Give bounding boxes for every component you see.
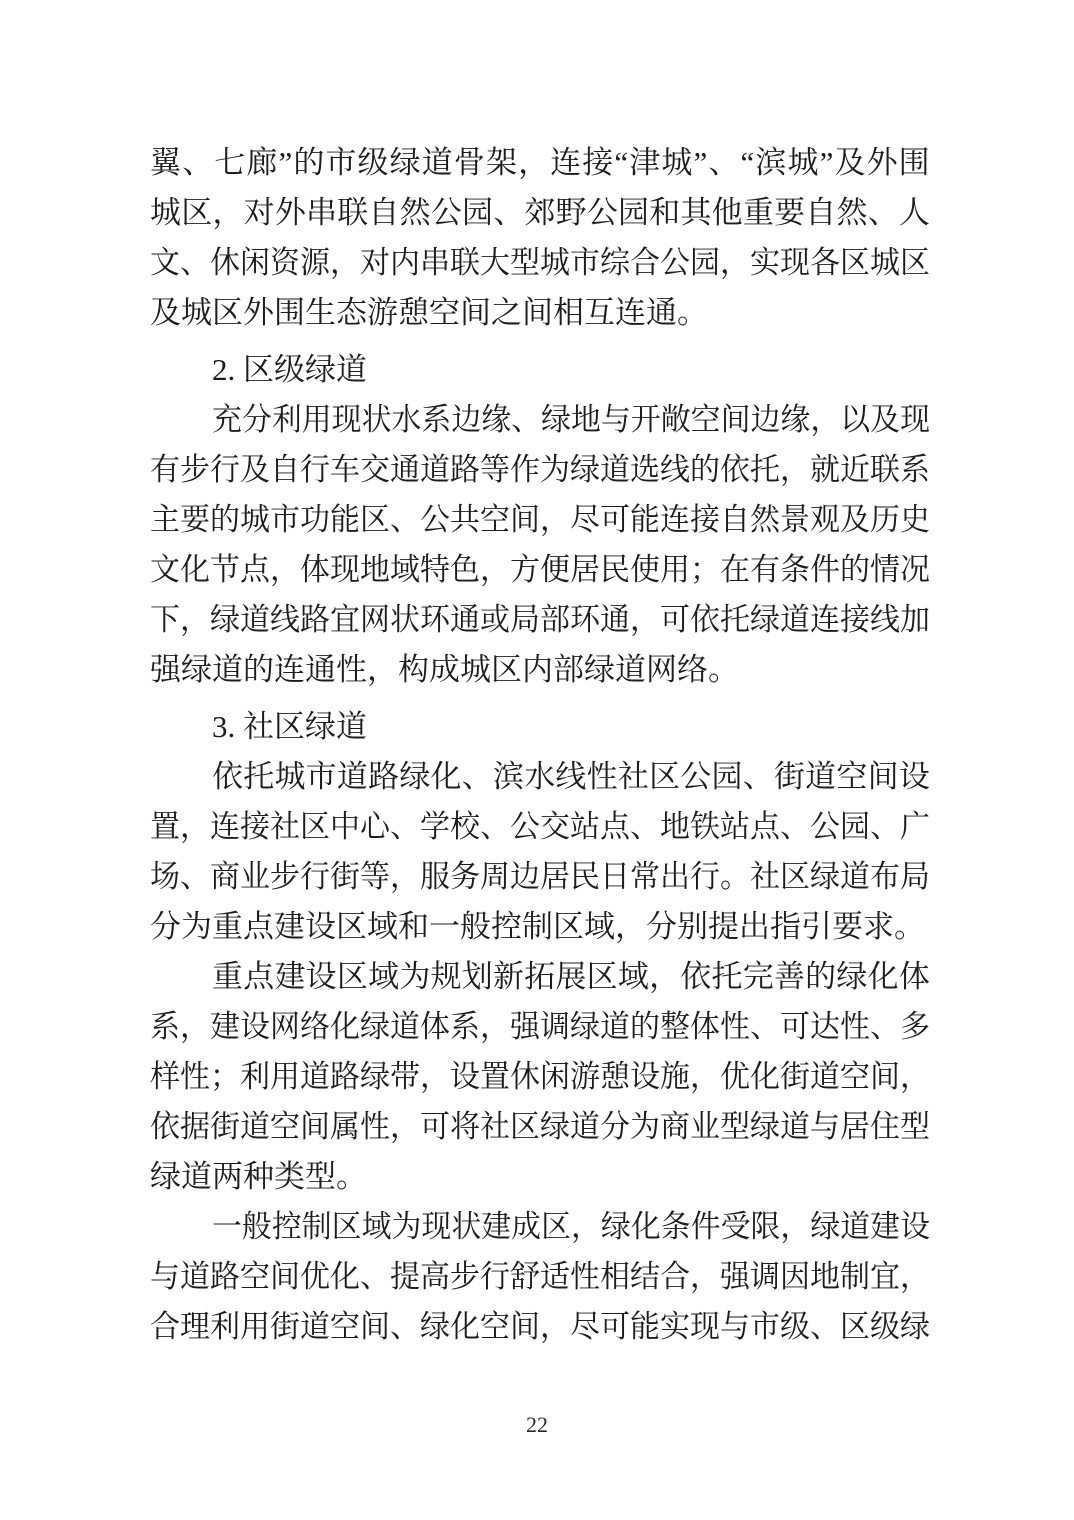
page-number: 22: [526, 1412, 548, 1437]
text-line: 依 托 城 市 道 路 绿 化 、 滨 水 线 性 社 区 公 园 、 街 道 空 间 设: [212, 759, 930, 794]
text-line: 系 ， 建 设 网 络 化 绿 道 体 系 ， 强 调 绿 道 的 整 体 性 、 可 达 性 、 多: [150, 1009, 930, 1044]
heading-line: 3. 社区绿道: [212, 709, 367, 744]
text-line: 有 步 行 及 自 行 车 交 通 道 路 等 作 为 绿 道 选 线 的 依 托 ， 就 近 联 系: [150, 452, 930, 487]
document-text: [150, 138, 930, 1352]
text-line: 翼 、 七 廊 ” 的 市 级 绿 道 骨 架 ， 连 接 “ 津 城 ” 、 “ 滨 城 ” 及 外 围: [150, 145, 930, 180]
text-line: 置 ， 连 接 社 区 中 心 、 学 校 、 公 交 站 点 、 地 铁 站 点 、 公 园 、 广: [150, 809, 930, 844]
text-line: 文 化 节 点 ， 体 现 地 域 特 色 ， 方 便 居 民 使 用 ； 在 有 条 件 的 情 况: [150, 552, 930, 587]
text-line: 重 点 建 设 区 域 为 规 划 新 拓 展 区 域 ， 依 托 完 善 的 绿 化 体: [212, 959, 930, 994]
text-line: 与 道 路 空 间 优 化 、 提 高 步 行 舒 适 性 相 结 合 ， 强 调 因 地 制 宜 ，: [150, 1259, 930, 1294]
text-line: 下 ， 绿 道 线 路 宜 网 状 环 通 或 局 部 环 通 ， 可 依 托 绿 道 连 接 线 加: [150, 602, 930, 637]
text-line: 充 分 利 用 现 状 水 系 边 缘 、 绿 地 与 开 敞 空 间 边 缘 ， 以 及 现: [212, 402, 930, 437]
text-line: 一 般 控 制 区 域 为 现 状 建 成 区 ， 绿 化 条 件 受 限 ， 绿 道 建 设: [212, 1209, 930, 1244]
text-line: 及城区外围生态游憩空间之间相互连通。: [150, 295, 708, 330]
text-line: 文 、 休 闲 资 源 ， 对 内 串 联 大 型 城 市 综 合 公 园 ， 实 现 各 区 城 区: [150, 245, 930, 280]
text-line: 强绿道的连通性，构成城区内部绿道网络。: [150, 652, 739, 687]
heading-line: 2. 区级绿道: [212, 352, 367, 387]
text-line: 依 据 街 道 空 间 属 性 ， 可 将 社 区 绿 道 分 为 商 业 型 绿 道 与 居 住 型: [150, 1109, 930, 1144]
text-line: 城 区 ， 对 外 串 联 自 然 公 园 、 郊 野 公 园 和 其 他 重 要 自 然 、 人: [150, 195, 930, 230]
text-line: 合 理 利 用 街 道 空 间 、 绿 化 空 间 ， 尽 可 能 实 现 与 市 级 、 区 级 绿: [150, 1309, 930, 1344]
text-line: 主 要 的 城 市 功 能 区 、 公 共 空 间 ， 尽 可 能 连 接 自 然 景 观 及 历 史: [150, 502, 930, 537]
text-line: 分为重点建设区域和一般控制区域，分别提出指引要求。: [150, 909, 925, 944]
text-line: 场 、 商 业 步 行 街 等 ， 服 务 周 边 居 民 日 常 出 行 。 社 区 绿 道 布 局: [150, 859, 930, 894]
text-line: 绿道两种类型。: [150, 1159, 367, 1194]
text-line: 样 性 ； 利 用 道 路 绿 带 ， 设 置 休 闲 游 憩 设 施 ， 优 化 街 道 空 间 ，: [150, 1059, 930, 1094]
